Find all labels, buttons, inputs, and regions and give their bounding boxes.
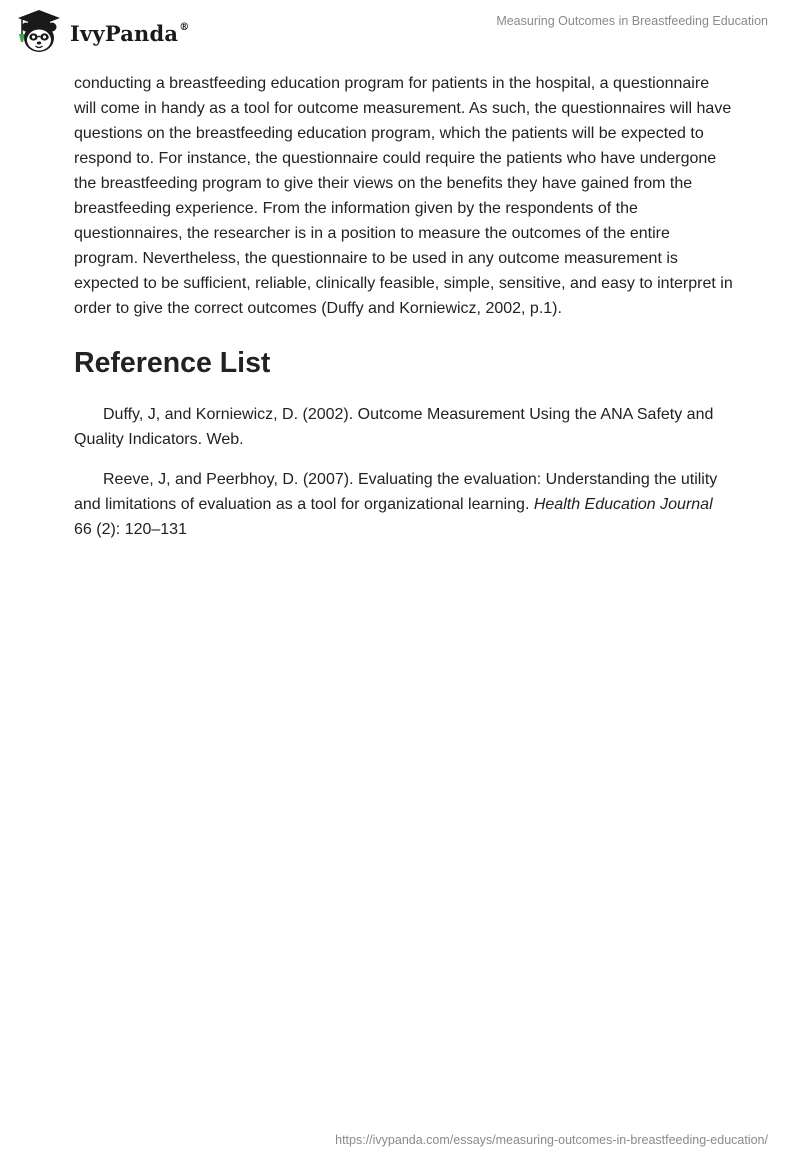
header-document-title: Measuring Outcomes in Breastfeeding Education	[496, 14, 768, 28]
panda-graduate-icon	[14, 8, 64, 56]
registered-mark: ®	[179, 21, 190, 33]
body-paragraph: conducting a breastfeeding education program for patients in the hospital, a questionnaire will come in handy as a tool for outcome measurement. As such, the questionnaires will have questions on the breastfeeding education program, which the patients will be expected to respond to. For instance, the questionnaire could require the patients who have undergone the breastfeeding program to give their views on the benefits they have gained from the breastfeeding experience. From the information given by the respondents of the questionnaires, the researcher is in a position to measure the outcomes of the entire program. Nevertheless, the questionnaire to be used in any outcome measurement is expected to be sufficient, reliable, clinically feasible, simple, sensitive, and easy to interpret in order to give the correct outcomes (Duffy and Korniewicz, 2002, p.1).	[74, 75, 733, 317]
document-content	[74, 71, 734, 557]
brand-name-text: IvyPanda	[70, 20, 179, 46]
reference-journal: Health Education Journal	[533, 496, 713, 513]
page-header	[0, 0, 800, 60]
reference-citation-tail: 66 (2): 120–131	[74, 521, 187, 538]
footer-source-url[interactable]: https://ivypanda.com/essays/measuring-outcomes-in-breastfeeding-education/	[335, 1133, 768, 1147]
reference-list	[74, 402, 734, 542]
reference-list-heading: Reference List	[74, 347, 271, 379]
reference-item	[74, 467, 734, 542]
ivypanda-logo[interactable]	[14, 8, 189, 56]
reference-item	[74, 402, 734, 452]
reference-text: Reeve, J, and Peerbhoy, D. (2007). Evaluating the evaluation: Understanding the utility and limitations of evaluation as a tool for organizational learning.	[74, 471, 718, 513]
reference-text: Duffy, J, and Korniewicz, D. (2002). Outcome Measurement Using the ANA Safety and Quality Indicators. Web.	[74, 406, 714, 448]
brand-name	[70, 21, 189, 46]
